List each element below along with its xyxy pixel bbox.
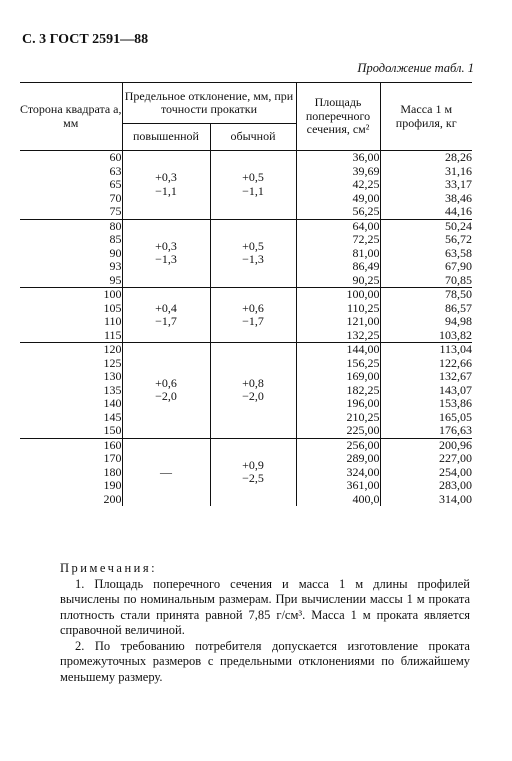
cell-area: 256,00 289,00 324,00 361,00 400,0 — [296, 438, 380, 506]
cell-tol-normal: +0,5 −1,3 — [210, 219, 296, 288]
cell-area: 64,00 72,25 81,00 86,49 90,25 — [296, 219, 380, 288]
table-continuation-label: Продолжение табл. 1 — [357, 61, 474, 75]
cell-area: 36,00 39,69 42,25 49,00 56,25 — [296, 151, 380, 220]
cell-tol-high: +0,3 −1,1 — [122, 151, 210, 220]
cell-area: 100,00 110,25 121,00 132,25 — [296, 288, 380, 343]
cell-tol-high: +0,3 −1,3 — [122, 219, 210, 288]
cell-side: 160 170 180 190 200 — [103, 437, 122, 506]
cell-mass: 78,50 86,57 94,98 103,82 — [380, 288, 472, 343]
header-area: Площадь поперечного сечения, см² — [296, 83, 380, 151]
notes-title: Примечания: — [60, 561, 158, 575]
cell-side: 100 105 110 115 — [103, 287, 122, 342]
cell-side: 80 85 90 93 95 — [109, 218, 122, 287]
table-row-group — [20, 438, 472, 506]
header-mass: Масса 1 м профиля, кг — [380, 83, 472, 151]
cell-mass: 200,96 227,00 254,00 283,00 314,00 — [380, 438, 472, 506]
cell-area: 144,00 156,25 169,00 182,25 196,00 210,25 225,00 — [296, 343, 380, 439]
cell-side: 60 63 65 70 75 — [109, 150, 122, 218]
cell-tol-high: — — [122, 438, 210, 506]
cell-tol-normal: +0,6 −1,7 — [210, 288, 296, 343]
table-row-group — [20, 219, 472, 288]
note-2: 2. По требованию потребителя допускается изготовление проката промежуточных размеров с предельными отклонениями по ближайшему меньшему размеру. — [60, 638, 470, 684]
cell-mass: 113,04 122,66 132,67 143,07 153,86 165,05 176,63 — [380, 343, 472, 439]
header-side: Сторона квадрата a, мм — [20, 83, 122, 151]
cell-tol-normal: +0,9 −2,5 — [210, 438, 296, 506]
table-row-group — [20, 151, 472, 220]
note-1: 1. Площадь поперечного сечения и масса 1 м длины профилей вычислены по номинальным размерам. При вычислении массы 1 м проката плотность стали принята равной 7,85 г/см³. Масса 1 м проката является справочной величиной. — [60, 576, 470, 637]
cell-mass: 28,26 31,16 33,17 38,46 44,16 — [380, 151, 472, 220]
cell-tol-normal: +0,8 −2,0 — [210, 343, 296, 439]
cell-tol-high: +0,6 −2,0 — [122, 343, 210, 439]
cell-tol-normal: +0,5 −1,1 — [210, 151, 296, 220]
header-tolerance: Предельное отклонение, мм, при точности прокатки — [122, 83, 296, 124]
table-row-group — [20, 343, 472, 439]
header-tol-high: повышенной — [122, 124, 210, 151]
cell-side: 120 125 130 135 140 145 150 — [103, 342, 122, 437]
notes — [60, 561, 470, 685]
table-row-group — [20, 288, 472, 343]
cell-tol-high: +0,4 −1,7 — [122, 288, 210, 343]
dimensions-table — [20, 82, 472, 506]
header-tol-normal: обычной — [210, 124, 296, 151]
cell-mass: 50,24 56,72 63,58 67,90 70,85 — [380, 219, 472, 288]
page-header: С. 3 ГОСТ 2591—88 — [22, 32, 149, 47]
